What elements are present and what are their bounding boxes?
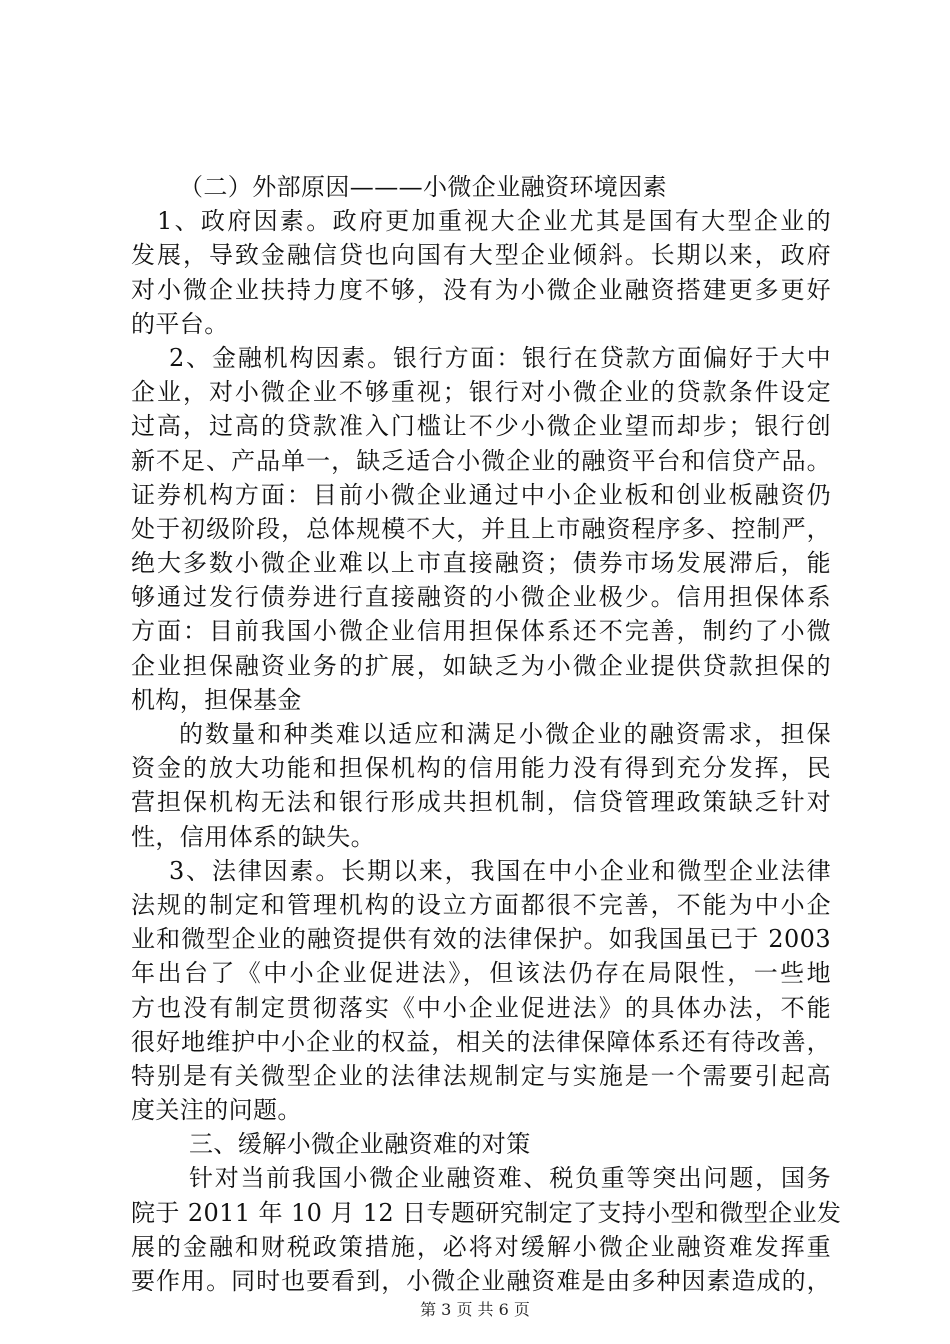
paragraph-line: 营担保机构无法和银行形成共担机制，信贷管理政策缺乏针对 (131, 788, 831, 817)
paragraph-line: 针对当前我国小微企业融资难、税负重等突出问题，国务 (189, 1164, 831, 1193)
document-body (131, 170, 842, 1298)
paragraph-line: 证券机构方面：目前小微企业通过中小企业板和创业板融资仍 (131, 480, 831, 509)
paragraph-line: 3、法律因素。长期以来，我国在中小企业和微型企业法律 (169, 856, 831, 885)
paragraph-line: 年出台了《中小企业促进法》，但该法仍存在局限性，一些地 (131, 959, 831, 988)
paragraph-line: 新不足、产品单一，缺乏适合小微企业的融资平台和信贷产品。 (131, 446, 831, 475)
paragraph-line: 过高，过高的贷款准入门槛让不少小微企业望而却步；银行创 (131, 412, 831, 441)
page-number-footer: 第 3 页 共 6 页 (420, 1300, 530, 1319)
paragraph-line: 处于初级阶段，总体规模不大，并且上市融资程序多、控制严， (131, 514, 831, 543)
paragraph-line: 法规的制定和管理机构的设立方面都很不完善，不能为中小企 (131, 890, 831, 919)
paragraph-line: 性，信用体系的缺失。 (131, 822, 375, 851)
section-heading-countermeasures: 三、缓解小微企业融资难的对策 (189, 1130, 531, 1159)
paragraph-line: 企业担保融资业务的扩展，如缺乏为小微企业提供贷款担保的 (131, 651, 831, 680)
paragraph-line: 企业，对小微企业不够重视；银行对小微企业的贷款条件设定 (131, 378, 831, 407)
paragraph-line: 院于 2011 年 10 月 12 日专题研究制定了支持小型和微型企业发 (131, 1198, 842, 1227)
paragraph-line: 发展，导致金融信贷也向国有大型企业倾斜。长期以来，政府 (131, 241, 831, 270)
section-heading-external-causes: （二）外部原因———小微企业融资环境因素 (179, 173, 667, 201)
paragraph-line: 资金的放大功能和担保机构的信用能力没有得到充分发挥，民 (131, 754, 831, 783)
paragraph-line: 1、政府因素。政府更加重视大企业尤其是国有大型企业的 (157, 207, 831, 236)
paragraph-line: 方也没有制定贯彻落实《中小企业促进法》的具体办法，不能 (131, 993, 831, 1022)
paragraph-line: 的平台。 (131, 309, 229, 338)
paragraph-line: 展的金融和财税政策措施，必将对缓解小微企业融资难发挥重 (131, 1232, 831, 1261)
paragraph-line: 机构，担保基金 (131, 685, 302, 714)
paragraph-line: 够通过发行债券进行直接融资的小微企业极少。信用担保体系 (131, 583, 831, 612)
paragraph-line: 方面：目前我国小微企业信用担保体系还不完善，制约了小微 (131, 617, 831, 646)
paragraph-line: 2、金融机构因素。银行方面：银行在贷款方面偏好于大中 (169, 343, 831, 372)
paragraph-line: 绝大多数小微企业难以上市直接融资；债券市场发展滞后，能 (131, 549, 831, 578)
paragraph-line: 特别是有关微型企业的法律法规制定与实施是一个需要引起高 (131, 1061, 831, 1090)
paragraph-line: 很好地维护中小企业的权益，相关的法律保障体系还有待改善， (131, 1027, 831, 1056)
paragraph-line: 的数量和种类难以适应和满足小微企业的融资需求，担保 (179, 720, 831, 748)
paragraph-line: 度关注的问题。 (131, 1096, 302, 1125)
paragraph-line: 要作用。同时也要看到，小微企业融资难是由多种因素造成的， (131, 1267, 831, 1295)
paragraph-line: 业和微型企业的融资提供有效的法律保护。如我国虽已于 2003 (131, 925, 831, 954)
paragraph-line: 对小微企业扶持力度不够，没有为小微企业融资搭建更多更好 (131, 275, 831, 304)
